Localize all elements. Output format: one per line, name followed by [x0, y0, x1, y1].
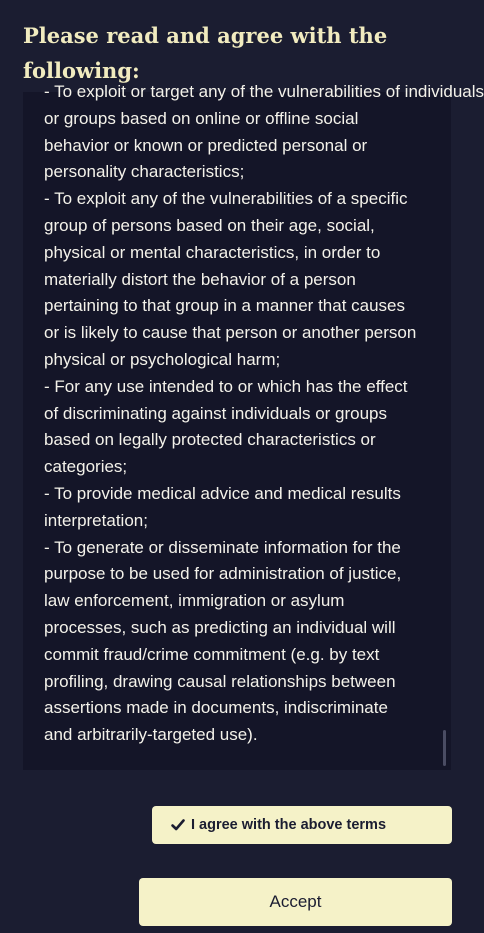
scrollbar-thumb[interactable] — [443, 730, 446, 766]
terms-line: personality characteristics; — [44, 162, 245, 182]
terms-line: profiling, drawing causal relationships between — [44, 671, 396, 691]
terms-line: - To generate or disseminate information for the — [44, 537, 401, 557]
terms-line: assertions made in documents, indiscriminate — [44, 698, 388, 718]
terms-line: - To provide medical advice and medical results — [44, 483, 401, 503]
accept-button[interactable]: Accept — [139, 878, 452, 926]
terms-line: materially distort the behavior of a person — [44, 269, 356, 289]
agree-checkbox-label: I agree with the above terms — [191, 817, 387, 833]
terms-line: or groups based on online or offline social — [44, 108, 359, 128]
terms-line: behavior or known or predicted personal or — [44, 135, 368, 155]
terms-line: - For any use intended to or which has the effect — [44, 376, 408, 396]
terms-scroll-area[interactable] — [23, 82, 484, 770]
terms-line: group of persons based on their age, social, — [44, 215, 375, 235]
terms-line: based on legally protected characteristics or — [44, 430, 376, 450]
terms-line: of discriminating against individuals or groups — [44, 403, 388, 423]
checkmark-icon — [170, 817, 186, 833]
terms-text — [44, 79, 484, 749]
dialog-title: Please read and agree with the following: — [23, 23, 388, 83]
terms-line: purpose to be used for administration of justice, — [44, 564, 402, 584]
terms-line: commit fraud/crime commitment (e.g. by text — [44, 644, 380, 664]
terms-line: or is likely to cause that person or another person — [44, 323, 417, 343]
terms-line: categories; — [44, 457, 128, 477]
terms-line: - To exploit any of the vulnerabilities of a specific — [44, 189, 408, 209]
terms-line: physical or mental characteristics, in order to — [44, 242, 381, 262]
agree-checkbox[interactable] — [152, 806, 452, 844]
terms-line: - To exploit or target any of the vulnerabilities of individuals — [44, 82, 484, 101]
terms-line: pertaining to that group in a manner that causes — [44, 296, 406, 316]
terms-line: law enforcement, immigration or asylum — [44, 591, 345, 611]
terms-line: physical or psychological harm; — [44, 349, 281, 369]
terms-line: and arbitrarily-targeted use). — [44, 725, 258, 745]
terms-line: interpretation; — [44, 510, 148, 530]
terms-line: processes, such as predicting an individual will — [44, 617, 396, 637]
